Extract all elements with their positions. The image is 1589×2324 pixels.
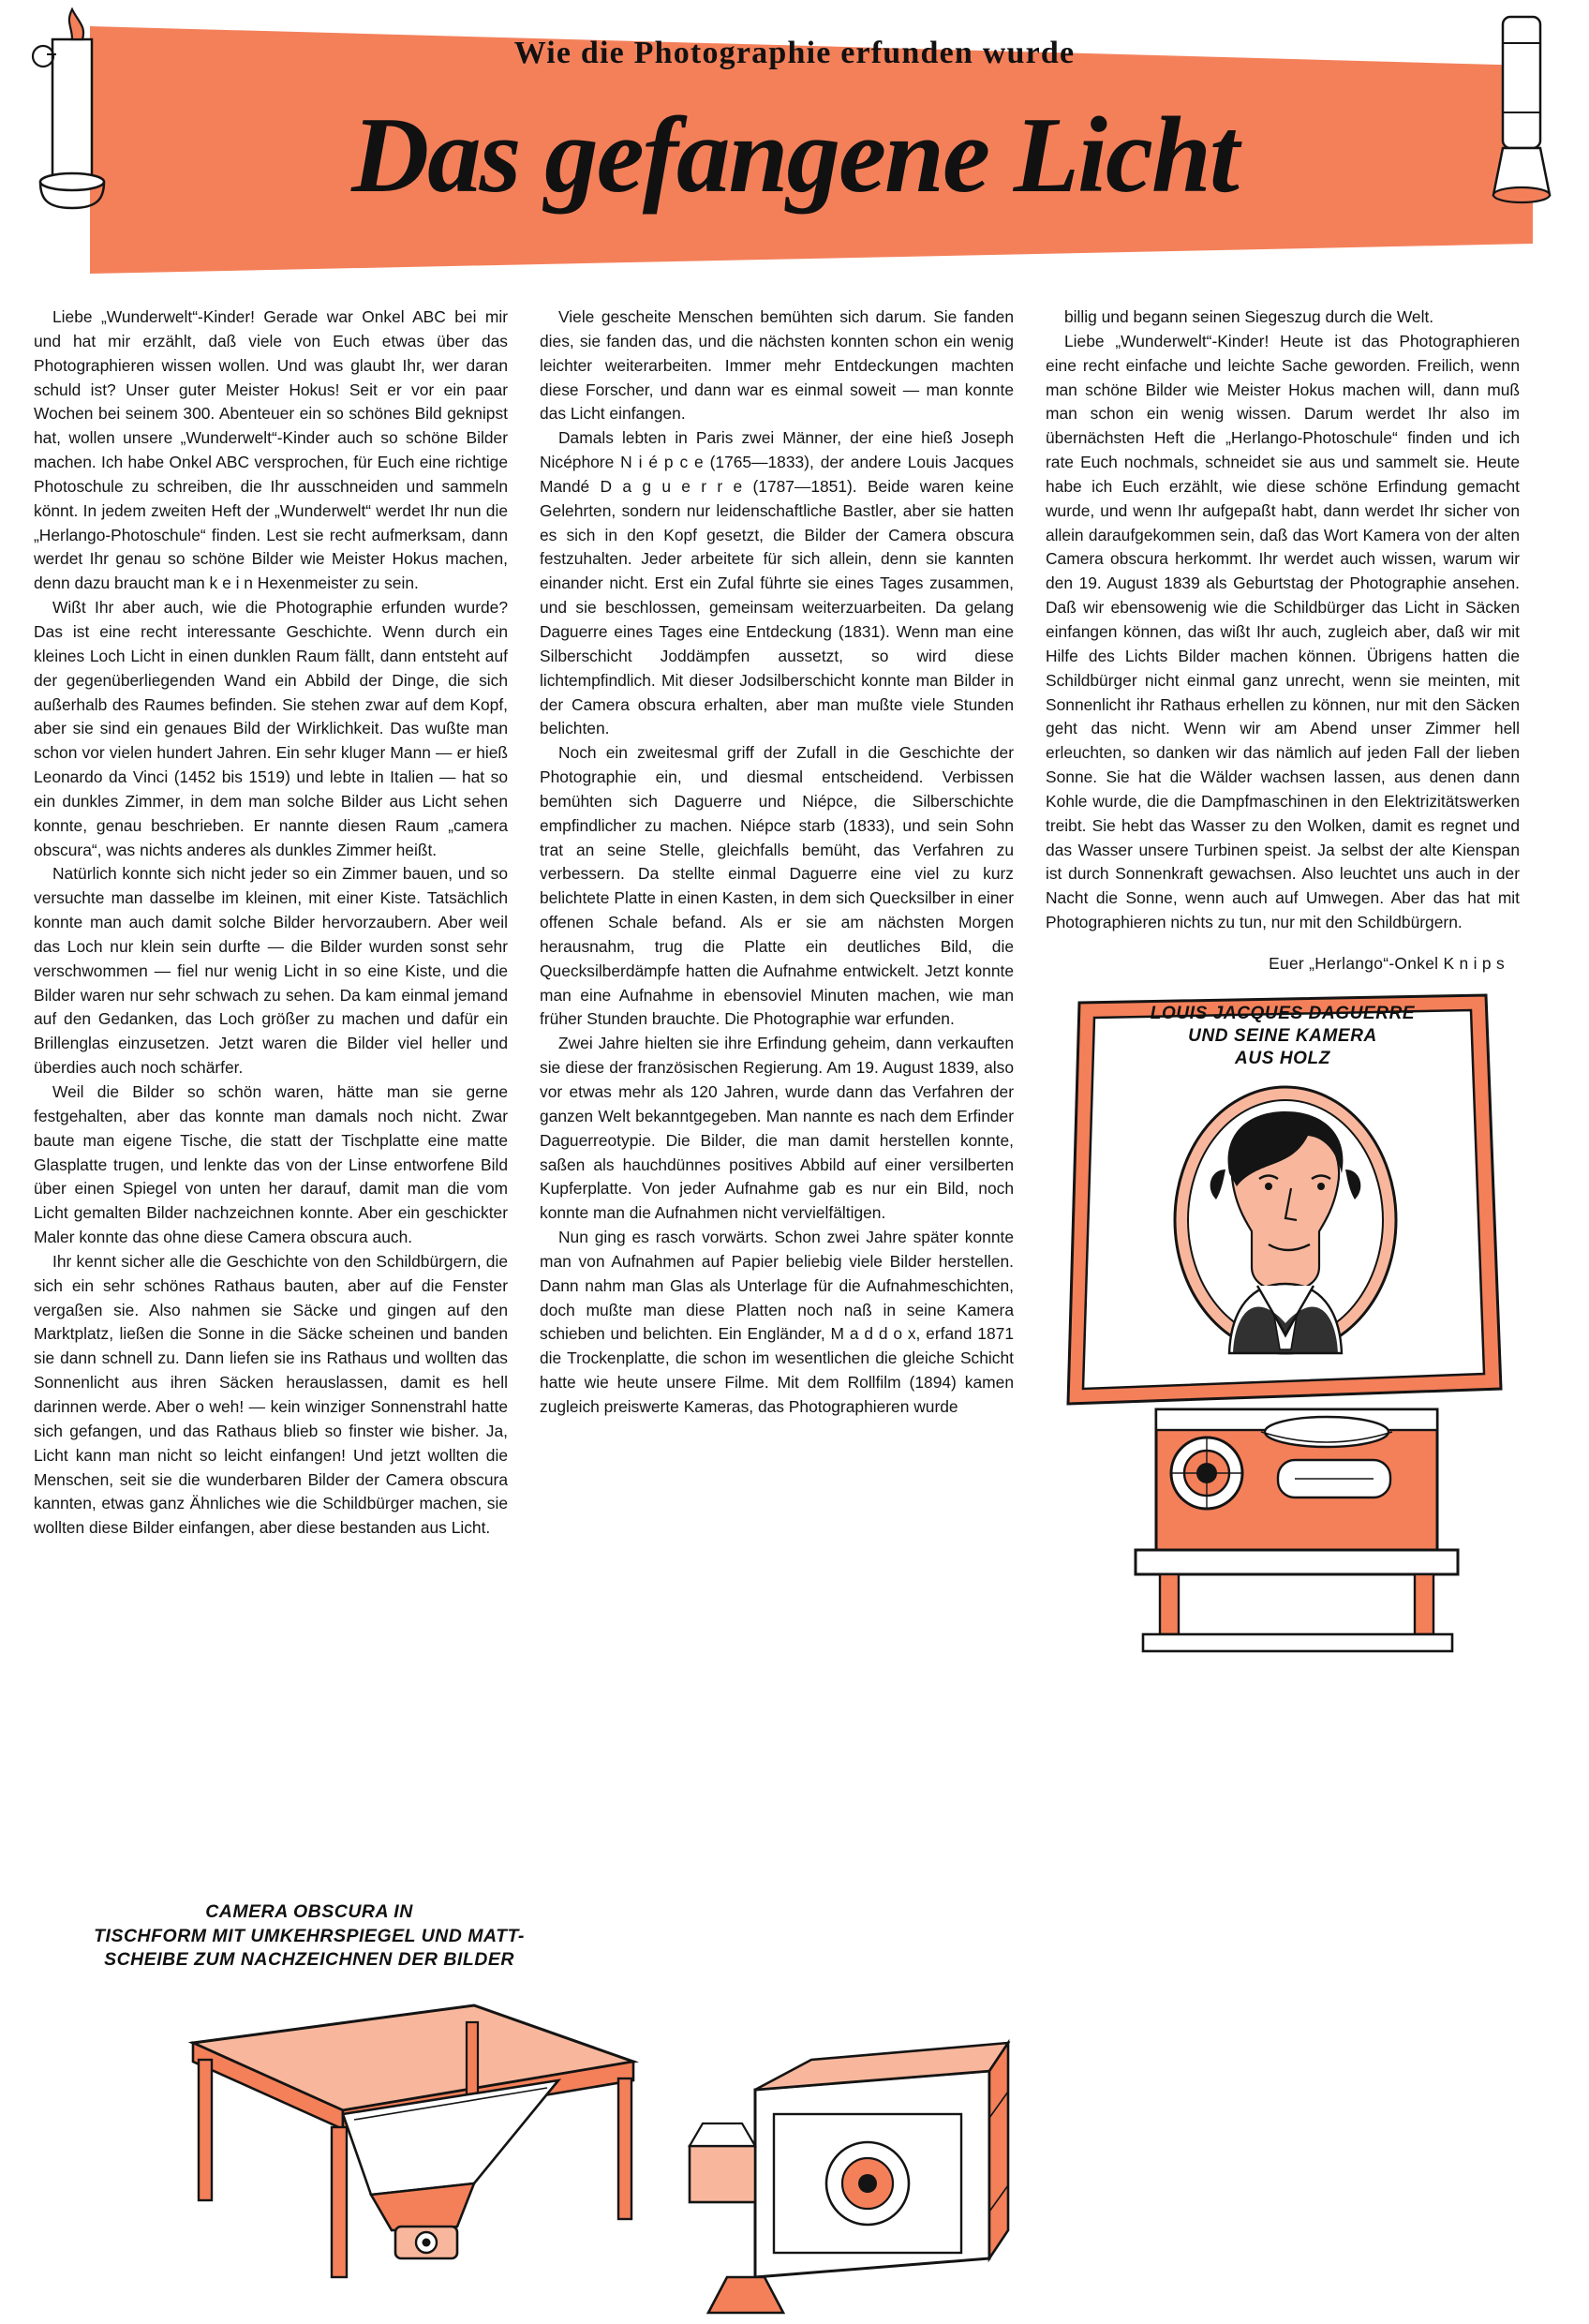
signoff-line: Euer „Herlango“-Onkel K n i p s [1269,953,1505,973]
daguerre-illustration [1046,986,1520,1698]
paragraph: Ihr kennt sicher alle die Geschichte von den Schildbürgern, die sich ein sehr schönes Rathaus bauten, aber auf die Fenster vergaßen sie. Also nahmen sie Säcke und gingen auf den Marktplatz, ließen die Sonne in die Säcke scheinen und banden sie dann schnell zu. Dann liefen sie ins Rathaus und wollten das Sonnenlicht aus ihren Säcken herauslassen, damit es hell darinnen werde. Aber o weh! — kein winziger Sonnenstrahl hatte sich gefangen, und das Rathaus blieb so finster wie bisher. Ja, Licht kann man nicht so leicht einfangen! Und jetzt wollten die Menschen, seit sie die wunderbaren Bilder der Camera obscura kannten, etwas ganz Ähnliches wie die Schildbürger machen, sie wollten diese Bilder einfangen, aber diese bestanden aus Licht. [34,1251,508,1538]
daguerre-caption-line-1: LOUIS JACQUES DAGUERRE [1150,1003,1416,1023]
camera-obscura-caption [28,1900,590,1973]
paragraph: Liebe „Wunderwelt“-Kinder! Heute ist das Photographieren eine recht einfache und leichte Sache geworden. Freilich, wenn man schöne Bilder wie Meister Hokus machen will, dann muß man schon ein wenig wissen. Darum werdet Ihr also im übernächsten Heft die „Herlango-Photoschule“ finden und ich rate Euch nochmals, schneidet sie aus und sammelt sie. Heute habe ich Euch erzählt, wie diese schöne Erfindung gemacht wurde, und wenn Ihr aufgepaßt habt, dann werdet Ihr sicher von allein daraufgekommen sein, daß das Wort Kamera von der alten Camera obscura herkommt. Ihr werdet auch wissen, warum wir den 19. August 1839 als Geburtstag der Photographie ansehen. Daß wir ebensowenig wie die Schildbürger das Licht in Säcken einfangen können, das wißt Ihr auch, zugleich aber, daß wir mit Hilfe des Lichts Bilder machen können. Übrigens hatten die Schildbürger nicht einmal ganz unrecht, wenn sie meinten, mit Sonnenlicht ihr Rathaus erhellen zu können, nur mit den Säcken geht das nicht. Wenn wir am Abend unser Zimmer hell erleuchten, so danken wir das nämlich auf jeden Fall der lieben Sonne. Sie hat die Wälder wachsen lassen, aus denen dann Kohle wurde, die die Dampfmaschinen in den Elektrizitätswerken treibt. Sie hebt das Wasser zu den Wolken, damit es regnet und das Wasser unsere Turbinen speist. Ja selbst der alte Kienspan ist durch Sonnenkraft gewachsen. Also leuchtet uns auch in der Nacht die Sonne, wenn auch auf Umwegen. Aber das hat mit Photographieren nichts zu tun, nur mit den Schildbürgern. [1046,331,1520,932]
paragraph: Natürlich konnte sich nicht jeder so ein Zimmer bauen, und so versuchte man dasselbe im kleinen, mit einer Kiste. Tatsächlich konnte man auch damit solche Bilder hervorzaubern. Aber weil das Loch nur klein sein durfte — die Bilder wurden sonst sehr verschwommen — fiel nur wenig Licht in so eine Kiste, und die Bilder waren nur sehr schwach zu sehen. Da kam einmal jemand auf den Gedanken, das Loch größer zu machen und dafür ein Brillenglas einzusetzen. Jetzt waren die Bilder viel heller und überdies auch noch schärfer. [34,864,508,1078]
camera-obscura-caption-line-1: CAMERA OBSCURA IN [205,1901,413,1922]
column-2 [540,305,1014,1698]
paragraph: Noch ein zweitesmal griff der Zufall in die Geschichte der Photographie ein, und diesmal entscheidend. Verbissen bemühten sich Daguerre und Niépce, die Silberschichte empfindlicher zu machen. Niépce starb (1833), und sein Sohn trat an seine Stelle, gleichfalls bemüht, das Verfahren zu verbessern. Da stellte einmal Daguerre eine viel zu kurz belichtete Platte in einen Kasten, in dem sich Quecksilber in einer offenen Schale befand. Als er sie am nächsten Morgen herausnahm, trug die Platte ein deutliches Bild, die Quecksilberdämpfe hatten die Aufnahme entwickelt. Jetzt konnte man eine Aufnahme in ebensoviel Minuten machen, wie man früher Stunden brauchte. Die Photographie war erfunden. [540,743,1014,1029]
paragraph: billig und begann seinen Siegeszug durch die Welt. [1064,307,1434,326]
masthead [34,0,1555,300]
camera-obscura-caption-line-2: TISCHFORM MIT UMKEHRSPIEGEL UND MATT- [94,1925,525,1946]
column-1 [34,305,508,1698]
paragraph: Liebe „Wunderwelt“-Kinder! Gerade war Onkel ABC bei mir und hat mir erzählt, daß viele von Euch etwas über das Photographieren wissen wollen. Und was glaubt Ihr, wer daran schuld ist? Unser guter Meister Hokus! Seit er vor ein paar Wochen bei seinem 300. Abenteuer ein so schönes Bild geknipst hat, wollen unsere „Wunderwelt“-Kinder auch so schöne Bilder machen. Ich habe Onkel ABC versprochen, für Euch eine richtige Photoschule zu schreiben, die Ihr ausschneiden und sammeln könnt. In jedem zweiten Heft der „Wunderwelt“ werdet Ihr nun die „Herlango-Photoschule“ finden. Lest sie recht aufmerksam, dann werdet Ihr genau so schöne Bilder wie Meister Hokus machen, denn dazu braucht man k e i n Hexenmeister zu sein. [34,307,508,593]
paragraph: Wißt Ihr aber auch, wie die Photographie erfunden wurde? Das ist eine recht interessante Geschichte. Wenn durch ein kleines Loch Licht in einen dunklen Raum fällt, dann entsteht auf der gegenüberliegenden Wand ein Abbild der Dinge, die sich außerhalb des Raumes befinden. Sie stehen zwar auf dem Kopf, aber sie sind ein genaues Bild der Wirklichkeit. Das wußte man schon vor vielen hundert Jahren. Ein sehr kluger Mann — er hieß Leonardo da Vinci (1452 bis 1519) und lebte in Italien — hat so ein dunkles Zimmer, in dem man solche Bilder aus Licht sehen konnte, genau beschrieben. Er nannte diesen Raum „camera obscura“, was nichts anderes als dunkles Zimmer heißt. [34,598,508,859]
daguerre-caption-line-2: UND SEINE KAMERA [1188,1025,1377,1046]
column-3 [1046,305,1520,1698]
camera-obscura-caption-line-3: SCHEIBE ZUM NACHZEICHNEN DER BILDER [104,1949,514,1971]
paragraph: Zwei Jahre hielten sie ihre Erfindung geheim, dann verkauften sie diese der französischen Regierung. Am 19. August 1839, also vor etwas mehr als 120 Jahren, wurde dann das Verfahren der ganzen Welt bekanntgegeben. Man nannte es nach dem Erfinder Daguerreotypie. Die Bilder, die man damit herstellen konnte, saßen als hauchdünnes positives Abbild auf einer versilberten Kupferplatte. Von jeder Aufnahme gab es nur ein Bild, noch konnte man die Aufnahmen nicht vervielfältigen. [540,1034,1014,1223]
daguerre-caption-line-3: AUS HOLZ [1235,1048,1330,1068]
daguerre-caption [1062,1003,1503,1070]
paragraph: Viele gescheite Menschen bemühten sich darum. Sie fanden dies, sie fanden das, und die nächsten konnten schon ein wenig leichter weiterarbeiten. Immer mehr Entdeckungen machten diese Forscher, und dann war es einmal soweit — man konnte das Licht einfangen. [540,307,1014,424]
article-body [34,305,1555,1698]
article-kicker: Wie die Photographie erfunden wurde [513,36,1076,70]
daguerre-camera-drawing [1046,986,1520,1698]
paragraph: Damals lebten in Paris zwei Männer, der eine hieß Joseph Nicéphore N i é p c e (1765—1833), der andere Louis Jacques Mandé D a g u e r r e (1787—1851). Beide waren keine Gelehrten, sondern nur leidenschaftliche Bastler, aber sie hatten es sich in den Kopf gesetzt, die Bilder der Camera obscura festzuhalten. Jeder arbeitete für sich allein, denn sie kannten einander nicht. Erst ein Zufal führte sie eines Tages zusammen, und sie beschlossen, gemeinsam weiterzuarbeiten. Da gelang Daguerre eines Tages eine Entdeckung (1831). Wenn man eine Silberschicht Joddämpfen aussetzt, so wird diese lichtempfindlich. Mit dieser Jodsilberschicht konnte man Bilder in der Camera obscura erhalten, aber man mußte viele Stunden belichten. [540,428,1014,738]
camera-obscura-table-drawing [34,1949,1016,2315]
page-title: Das gefangene Licht [351,96,1238,215]
paragraph: Weil die Bilder so schön waren, hätte man sie gerne festgehalten, aber das konnte man damals noch nicht. Zwar baute man eigene Tische, die statt der Tischplatte eine matte Glasplatte trugen, und lenkte das von der Linse entworfene Bild über einen Spiegel von unten her darauf, damit man die vom Licht gemalten Bilder nachzeichnen konnte. Aber ein geschickter Maler konnte das ohne diese Camera obscura auch. [34,1082,508,1247]
paragraph: Nun ging es rasch vorwärts. Schon zwei Jahre später konnte man von Aufnahmen auf Papier beliebig viele Bilder herstellen. Dann nahm man Glas als Unterlage für die Aufnahmeschichten, doch mußte man diese Platten noch naß in seine Kamera schieben und belichten. Ein Engländer, M a d d o x, erfand 1871 die Trockenplatte, die schon im wesentlichen die gleiche Schicht hatte wie heute unsere Filme. Mit dem Rollfilm (1894) kamen zugleich preiswerte Kameras, das Photographieren wurde [540,1228,1014,1416]
